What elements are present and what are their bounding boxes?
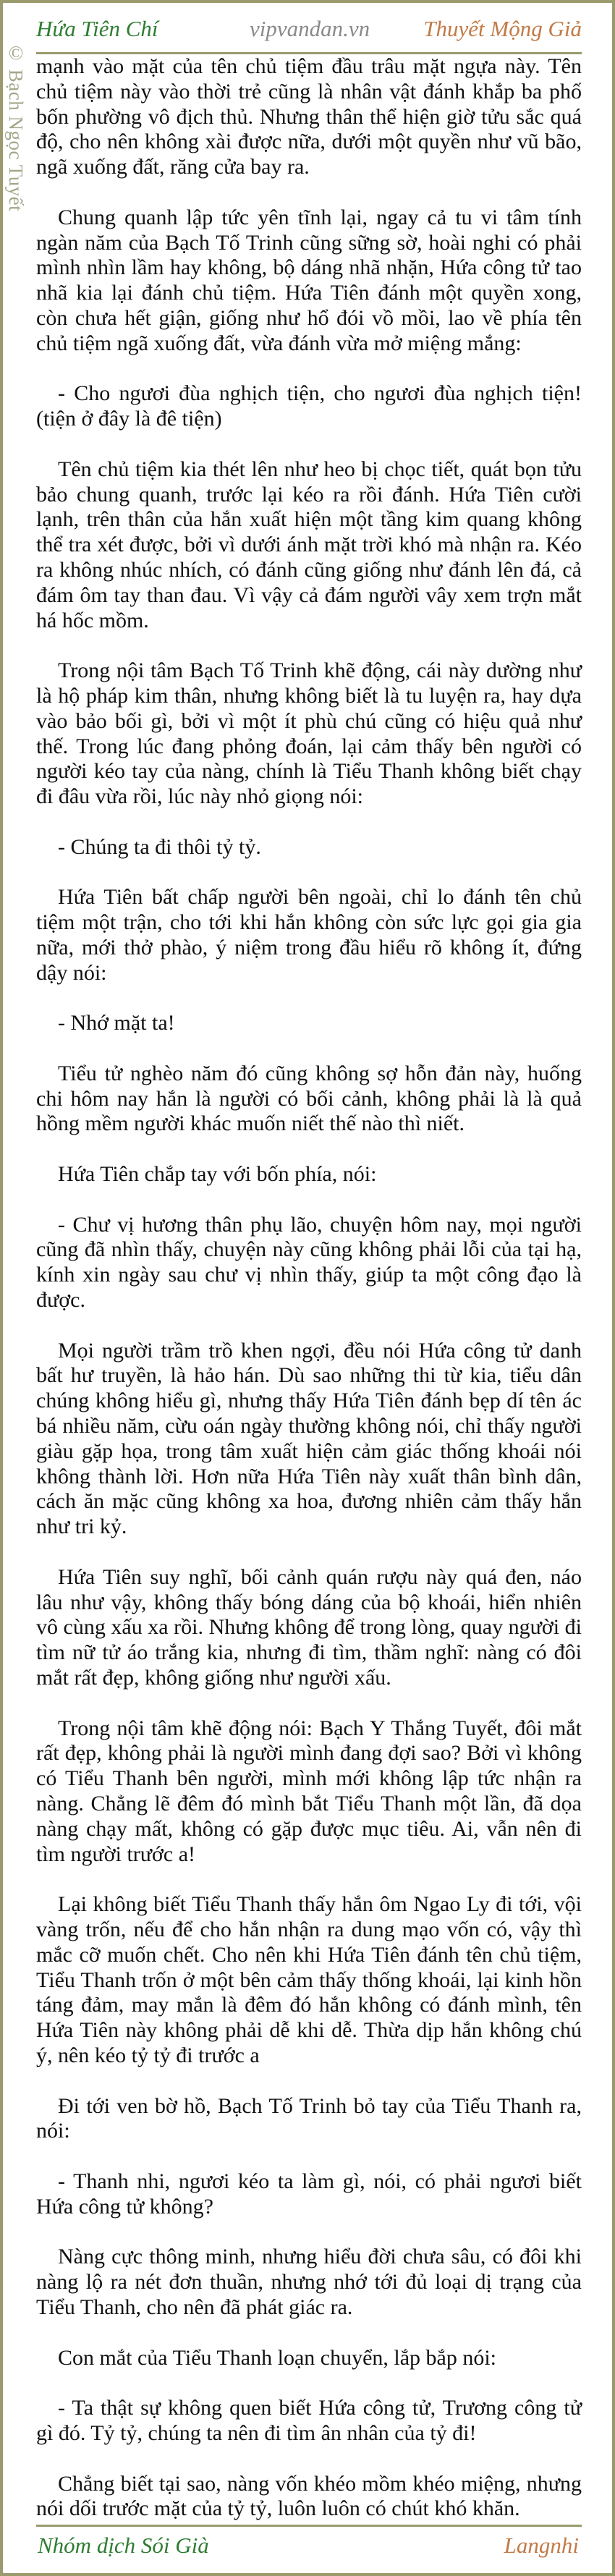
paragraph: Con mắt của Tiểu Thanh loạn chuyển, lắp bắp nói: [58,2345,497,2370]
paragraph: Chung quanh lập tức yên tĩnh lại, ngay cả tu vi tâm tính ngàn năm của Bạch Tố Trinh cũng sững sờ, hoài nghi có phải mình nhìn lầm hay không, bộ dáng nhã nhặn, Hứa công tử tao nhã kia lại đánh chủ tiệm. Hứa Tiên đánh một quyền xong, còn chưa hết giận, giống như hổ đói vồ mồi, lao về phía tên chủ tiệm ngã xuống đất, vừa đánh vừa mở miệng mắng: [36,205,582,355]
paragraph: Tên chủ tiệm kia thét lên như heo bị chọc tiết, quát bọn tửu bảo chung quanh, trước lại kéo ra rồi đánh. Hứa Tiên cười lạnh, trên thân của hắn xuất hiện một tầng kim quang không thể tra xét được, bởi vì dưới ánh mặt trời khó mà nhận ra. Kéo ra không nhúc nhích, có đánh cũng giống như đánh lên đá, cả đám ôm tay than đau. Vì vậy cả đám người vây xem trợn mắt há hốc mồm. [36,457,582,632]
dialogue-paragraph: - Ta thật sự không quen biết Hứa công tử, Trương công tử gì đó. Tỷ tỷ, chúng ta nên đi tìm ân nhân của tỷ đi! [36,2396,582,2445]
paragraph: Trong nội tâm khẽ động nói: Bạch Y Thắng Tuyết, đôi mắt rất đẹp, không phải là người mình đang đợi sao? Bởi vì không có Tiểu Thanh bên người, mình mới không lập tức nhận ra nàng. Chẳng lẽ đêm đó mình bắt Tiểu Thanh một lần, đã dọa nàng chạy mất, không có gặp được mục tiêu. Ai, vẫn nên đi tìm người trước a! [36,1716,582,1866]
paragraph: Trong nội tâm Bạch Tố Trinh khẽ động, cái này dường như là hộ pháp kim thân, nhưng không biết là tu luyện ra, hay dựa vào bảo bối gì, bởi vì một ít phù chú cũng có hiệu quả như thế. Trong lúc đang phỏng đoán, lại cảm thấy bên người có người kéo tay của nàng, chính là Tiểu Thanh không biết chạy đi đâu vừa rồi, lúc này nhỏ giọng nói: [36,658,582,809]
author-name: Thuyết Mộng Giả [423,16,582,41]
paragraph: Hứa Tiên chắp tay với bốn phía, nói: [58,1162,377,1187]
translator-group: Nhóm dịch Sói Già [38,2533,209,2558]
dialogue-paragraph: - Chư vị hương thân phụ lão, chuyện hôm nay, mọi người cũng đã nhìn thấy, chuyện này cũng không phải lỗi của tại hạ, kính xin ngày sau chư vị nhìn thấy, giúp ta một công đạo là được. [36,1212,582,1313]
paragraph: mạnh vào mặt của tên chủ tiệm đầu trâu mặt ngựa này. Tên chủ tiệm này vào thời trẻ cũng là nhân vật đánh khắp ba phố bốn phường vô địch thủ. Nhưng thân thể hiện giờ tửu sắc quá độ, cho nên không xài được nữa, dưới một quyền như vũ bão, ngã xuống đất, răng cửa bay ra. [36,54,582,179]
paragraph: Đi tới ven bờ hồ, Bạch Tố Trinh bỏ tay của Tiểu Thanh ra, nói: [36,2093,582,2143]
dialogue-paragraph: - Cho ngươi đùa nghịch tiện, cho ngươi đùa nghịch tiện! (tiện ở đây là đê tiện) [36,381,582,431]
dialogue-paragraph: - Thanh nhi, ngươi kéo ta làm gì, nói, có phải ngươi biết Hứa công tử không? [36,2169,582,2219]
paragraph: Hứa Tiên suy nghĩ, bối cảnh quán rượu này quá đen, náo lâu như vậy, không thấy bóng dáng của bộ khoái, hiển nhiên vô cùng xấu xa rồi. Nhưng không để trong lòng, quay người đi tìm nữ tử áo trắng kia, nhưng đi tìm, thầm nghĩ: nàng có đôi mắt rất đẹp, không giống như người xấu. [36,1564,582,1690]
paragraph: Hứa Tiên bất chấp người bên ngoài, chỉ lo đánh tên chủ tiệm một trận, cho tới khi hắn không còn sức lực gọi gia gia nữa, mới thở phào, ý niệm trong đầu hiểu rõ không ít, đứng dậy nói: [36,885,582,985]
site-name: vipvandan.vn [250,16,370,41]
chapter-body [36,54,582,2547]
paragraph: Tiểu tử nghèo năm đó cũng không sợ hỗn đản này, huống chi hôm nay hắn là người có bối cảnh, không phải là là quả hồng mềm người khác muốn niết thế nào thì niết. [36,1061,582,1136]
page-header [36,6,582,54]
book-title: Hứa Tiên Chí [36,16,158,41]
paragraph: Nàng cực thông minh, nhưng hiểu đời chưa sâu, có đôi khi nàng lộ ra nét đơn thuần, nhưng nhớ tới đủ loại dị trạng của Tiểu Thanh, cho nên đã phát giác ra. [36,2245,582,2319]
dialogue-paragraph: - Chúng ta đi thôi tỷ tỷ. [58,834,261,859]
editor-name: Langnhi [504,2533,579,2558]
copyright-watermark: © Bạch Ngọc Tuyết [5,42,27,212]
dialogue-paragraph: - Nhớ mặt ta! [58,1011,175,1035]
page-footer [36,2525,582,2570]
paragraph: Chẳng biết tại sao, nàng vốn khéo mồm khéo miệng, nhưng nói dối trước mặt của tỷ tỷ, luôn luôn có chút khó khăn. [36,2471,582,2521]
paragraph: Lại không biết Tiểu Thanh thấy hắn ôm Ngao Ly đi tới, vội vàng trốn, nếu để cho hắn nhận ra dung mạo vốn có, vậy thì mắc cỡ muốn chết. Cho nên khi Hứa Tiên đánh tên chủ tiệm, Tiểu Thanh trốn ở một bên cảm thấy thống khoái, lại kinh hồn táng đảm, may mắn là đêm đó hắn không có đánh mình, tên Hứa Tiên này không phải dễ khi dễ. Thừa dịp hắn không chú ý, nên kéo tỷ tỷ đi trước a [36,1892,582,2067]
paragraph: Mọi người trầm trồ khen ngợi, đều nói Hứa công tử danh bất hư truyền, là hảo hán. Dù sao những thi từ kia, tiểu dân chúng không hiểu gì, nhưng thấy Hứa Tiên đánh bẹp dí tên ác bá nhiều năm, cừu oán ngày thường không nói, chỉ thấy người giàu gặp họa, trong tâm xuất hiện cảm giác thống khoái nói không thành lời. Hơn nữa Hứa Tiên này xuất thân bình dân, cách ăn mặc cũng không xa hoa, đương nhiên cảm thấy hắn như tri kỷ. [36,1338,582,1539]
